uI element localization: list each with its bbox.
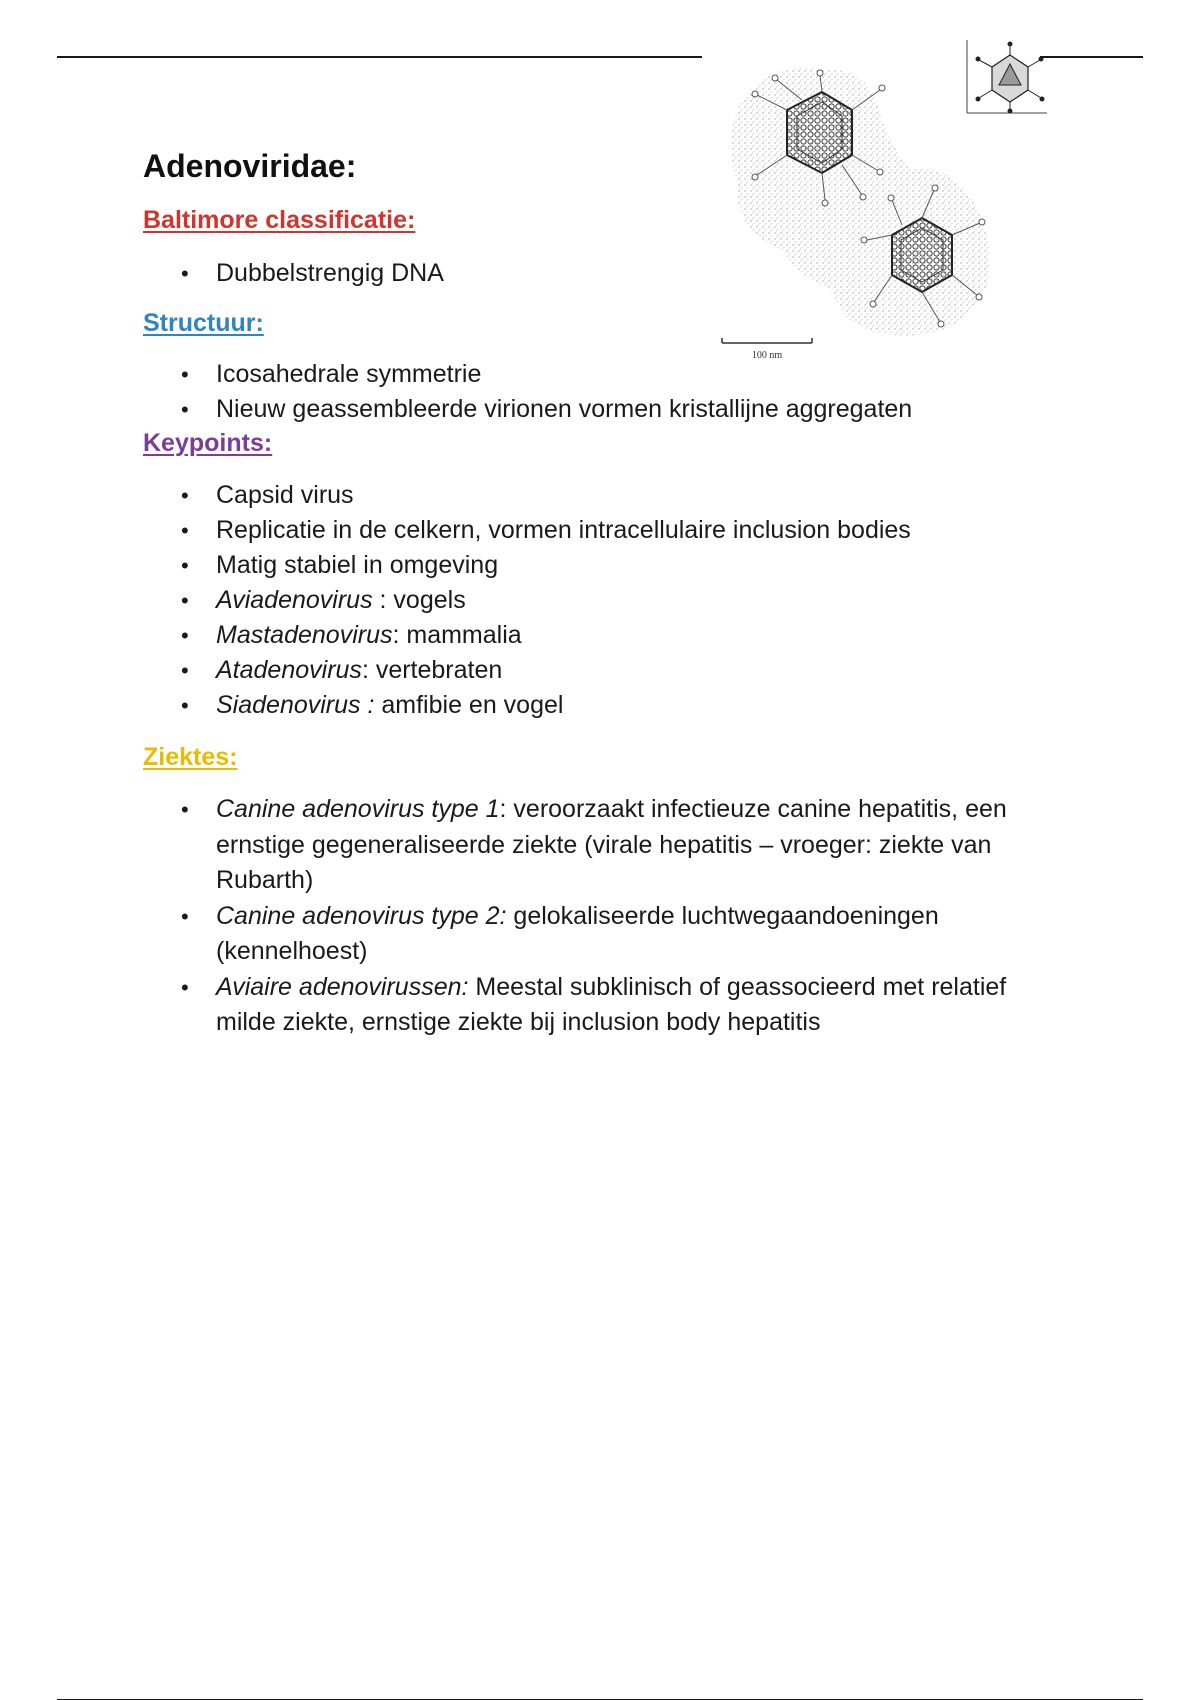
heading-keypoints: Keypoints: — [143, 429, 273, 457]
icosahedron-icon — [965, 40, 1047, 115]
list-item: • Replicatie in de celkern, vormen intracellulaire inclusion bodies — [181, 513, 911, 548]
list-item: • Matig stabiel in omgeving — [181, 548, 911, 583]
header-rule-right — [1040, 56, 1143, 58]
baltimore-list — [181, 256, 444, 291]
heading-ziektes: Ziektes: — [143, 743, 238, 771]
page-title: Adenoviridae: — [143, 148, 357, 184]
list-item: • Aviadenovirus : vogels — [181, 583, 911, 618]
header-rule-left — [57, 56, 702, 58]
ziektes-list — [181, 792, 1061, 1041]
list-item: • Canine adenovirus type 2: gelokaliseerde luchtwegaandoeningen (kennelhoest) — [181, 899, 1061, 970]
list-item: • Atadenovirus: vertebraten — [181, 653, 911, 688]
list-item: • Mastadenovirus: mammalia — [181, 618, 911, 653]
list-item: • Capsid virus — [181, 478, 911, 513]
list-item: • Dubbelstrengig DNA — [181, 256, 444, 291]
list-item: • Aviaire adenovirussen: Meestal subklinisch of geassocieerd met relatief milde ziekte, ernstige ziekte bij inclusion body hepatitis — [181, 970, 1061, 1041]
list-item: • Icosahedrale symmetrie — [181, 357, 912, 392]
list-item: • Canine adenovirus type 1: veroorzaakt infectieuze canine hepatitis, een ernstige gegeneraliseerde ziekte (virale hepatitis – vroeger: ziekte van Rubarth) — [181, 792, 1061, 899]
heading-baltimore: Baltimore classificatie: — [143, 206, 416, 234]
structuur-list — [181, 357, 912, 427]
scale-bar-label: 100 nm — [751, 350, 783, 361]
list-item: • Nieuw geassembleerde virionen vormen kristallijne aggregaten — [181, 392, 912, 427]
heading-structuur: Structuur: — [143, 309, 264, 337]
keypoints-list — [181, 478, 911, 723]
list-item: • Siadenovirus : amfibie en vogel — [181, 688, 911, 723]
